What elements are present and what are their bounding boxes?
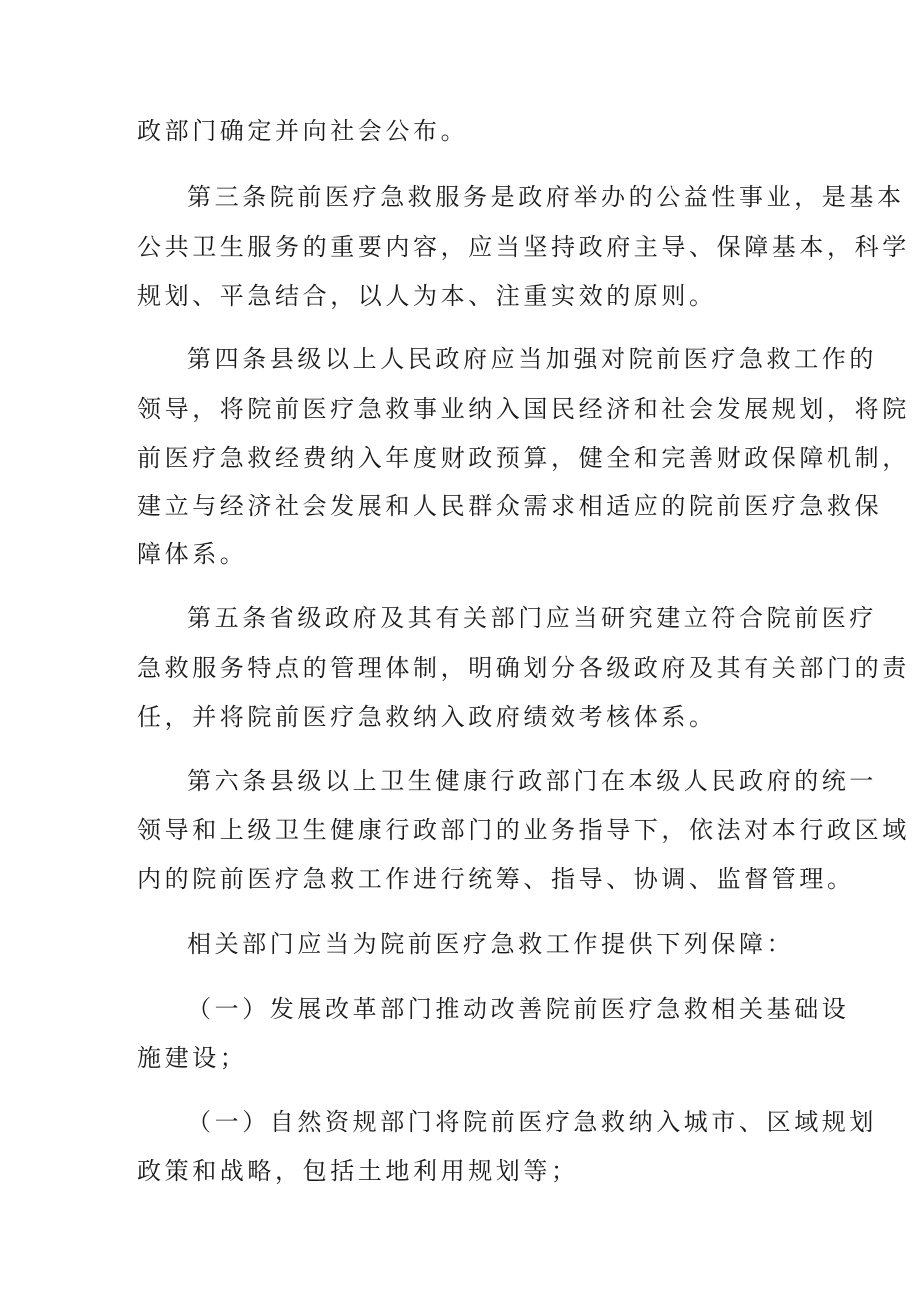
article-5-line-2: 急救服务特点的管理体制，明确划分各级政府及其有关部门的责: [137, 654, 910, 682]
article-6-line-2: 领导和上级卫生健康行政部门的业务指导下，依法对本行政区域: [137, 816, 910, 844]
article-4-line-4: 建立与经济社会发展和人民群众需求相适应的院前医疗急救保: [137, 492, 883, 520]
article-3-line-1: 第三条院前医疗急救服务是政府举办的公益性事业，是基本: [187, 183, 905, 211]
article-6-line-1: 第六条县级以上卫生健康行政部门在本级人民政府的统一: [187, 767, 877, 795]
article-3-line-2: 公共卫生服务的重要内容，应当坚持政府主导、保障基本，科学: [137, 233, 910, 261]
support-item-2-line-2: 政策和战略，包括土地利用规划等；: [137, 1157, 579, 1185]
article-4-line-1: 第四条县级以上人民政府应当加强对院前医疗急救工作的: [187, 345, 877, 373]
article-4-line-2: 领导，将院前医疗急救事业纳入国民经济和社会发展规划，将院: [137, 395, 910, 423]
article-4-line-3: 前医疗急救经费纳入年度财政预算，健全和完善财政保障机制，: [137, 444, 910, 472]
support-item-1-line-2: 施建设；: [137, 1044, 248, 1072]
support-item-1-line-1: （一）发展改革部门推动改善院前医疗急救相关基础设: [187, 995, 850, 1023]
article-4-line-5: 障体系。: [137, 540, 248, 568]
support-intro: 相关部门应当为院前医疗急救工作提供下列保障：: [187, 930, 795, 958]
article-5-line-1: 第五条省级政府及其有关部门应当研究建立符合院前医疗: [187, 604, 877, 632]
article-6-line-3: 内的院前医疗急救工作进行统筹、指导、协调、监督管理。: [137, 865, 855, 893]
article-3-line-3: 规划、平急结合，以人为本、注重实效的原则。: [137, 282, 717, 310]
article-5-line-3: 任，并将院前医疗急救纳入政府绩效考核体系。: [137, 703, 717, 731]
continuation-line: 政部门确定并向社会公布。: [137, 117, 469, 145]
support-item-2-line-1: （一）自然资规部门将院前医疗急救纳入城市、区域规划: [187, 1108, 877, 1136]
